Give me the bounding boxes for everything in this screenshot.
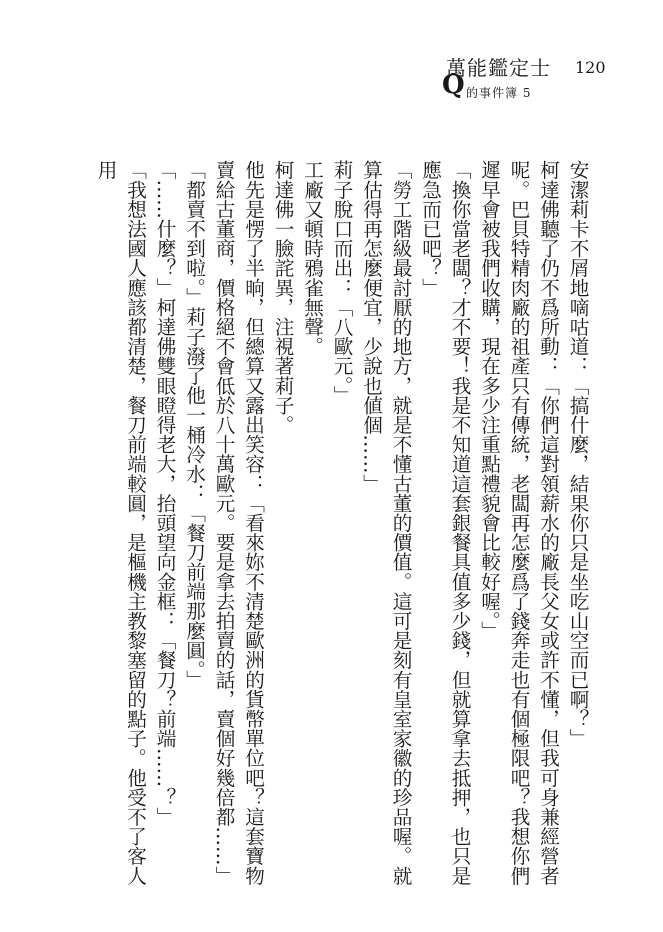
book-subtitle: 的事件簿 5 — [466, 86, 532, 100]
paragraph: 莉子脫口而出：「八歐元。」 — [330, 160, 353, 405]
paragraph: 他先是愣了半晌，但總算又露出笑容：「看來妳不清楚歐洲的貨幣單位吧？這套寶物賣給古董商，價格絕不會低於八十萬歐元。要是拿去拍賣的話，賣個好幾倍都……」 — [212, 160, 265, 886]
book-title: 萬能鑑定士 — [446, 56, 551, 80]
paragraph: 「勞工階級最討厭的地方，就是不懂古董的價值。這可是刻有皇室家徽的珍品喔。就算估得再怎麼便宜，少說也値個……」 — [359, 160, 412, 886]
subtitle-q-letter: Q — [442, 70, 465, 100]
paragraph: 柯達佛一臉詫異，注視著莉子。 — [271, 160, 294, 435]
paragraph: 「換你當老闆？才不要！我是不知道這套銀餐具值多少錢，但就算拿去抵押，也只是應急而已吧？」 — [418, 160, 471, 886]
paragraph: 「……什麼？」柯達佛雙眼瞪得老大，抬頭望向金框：「餐刀？前端……？」 — [153, 160, 176, 827]
page-header — [420, 52, 610, 102]
paragraph: 「都賣不到啦。」莉子潑了他一桶冷水：「餐刀前端那麼圓。」 — [182, 160, 206, 690]
paragraph: 柯達佛聽了仍不爲所動：「你們這對領薪水的廠長父女或許不懂，但我可身兼經營者呢。巴貝特精肉廠的祖產只有傳統，老闆再怎麼爲了錢奔走也有個極限吧？我想你們遲早會被我們收購，現在多少注重點禮貌會比較好喔。」 — [477, 160, 560, 886]
paragraph: 工廠又頓時鴉雀無聲。 — [300, 160, 324, 356]
page-number: 120 — [575, 58, 606, 77]
paragraph: 安潔莉卡不屑地嘀咕道：「搞什麼，結果你只是坐吃山空而已啊？」 — [566, 160, 589, 748]
body-text — [94, 160, 592, 900]
paragraph: 「我想法國人應該都清楚，餐刀前端較圓，是樞機主教黎塞留的點子。他受不了客人用 — [94, 160, 147, 886]
